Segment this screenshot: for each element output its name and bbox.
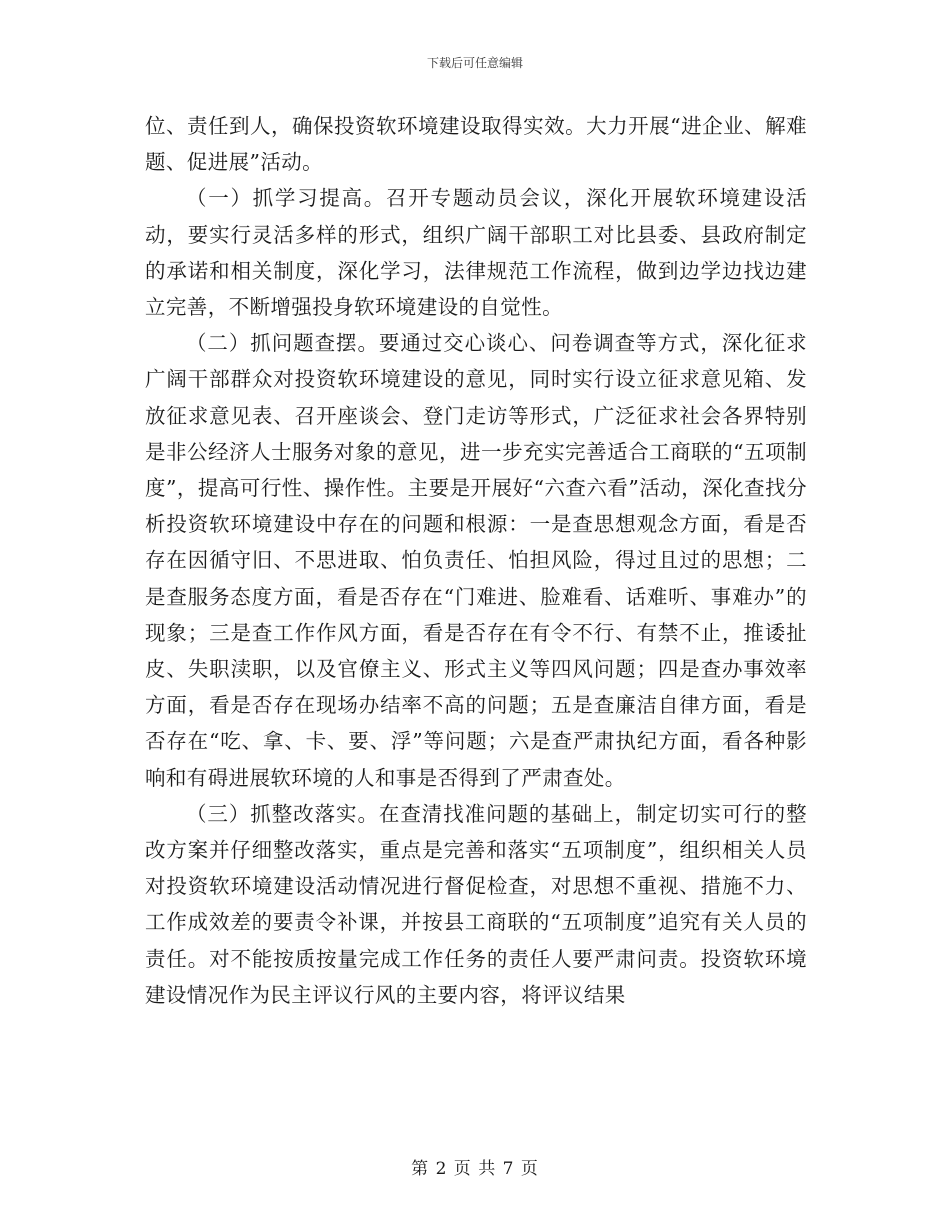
paragraph-problem-check: （二）抓问题查摆。要通过交心谈心、问卷调查等方式，深化征求广阔干部群众对投资软环境建设的意见，同时实行设立征求意见箱、发放征求意见表、召开座谈会、登门走访等形式，广泛征求社会各界特别是非公经济人士服务对象的意见，进一步充实完善适合工商联的“五项制度”，提高可行性、操作性。主要是开展好“六查六看”活动，深化查找分析投资软环境建设中存在的问题和根源：一是查思想观念方面，看是否存在因循守旧、不思进取、怕负责任、怕担风险，得过且过的思想；二是查服务态度方面，看是否存在“门难进、脸难看、话难听、事难办”的现象；三是查工作作风方面，看是否存在有令不行、有禁不止，推诿扯皮、失职渎职，以及官僚主义、形式主义等四风问题；四是查办事效率方面，看是否存在现场办结率不高的问题；五是查廉洁自律方面，看是否存在“吃、拿、卡、要、浮”等问题；六是查严肃执纪方面，看各种影响和有碍进展软环境的人和事是否得到了严肃查处。 bbox=[145, 331, 807, 790]
paragraph-study: （一）抓学习提高。召开专题动员会议，深化开展软环境建设活动，要实行灵活多样的形式，组织广阔干部职工对比县委、县政府制定的承诺和相关制度，深化学习，法律规范工作流程，做到边学边找边建立完善，不断增强投身软环境建设的自觉性。 bbox=[145, 186, 807, 320]
page-header: 下载后可任意编辑 bbox=[426, 56, 523, 70]
page-number-footer: 第 2 页 共 7 页 bbox=[411, 1159, 539, 1179]
paragraph-rectification: （三）抓整改落实。在查清找准问题的基础上，制定切实可行的整改方案并仔细整改落实，重点是完善和落实“五项制度”，组织相关人员对投资软环境建设活动情况进行督促检查，对思想不重视、措施不力、工作成效差的要责令补课，并按县工商联的“五项制度”追究有关人员的责任。对不能按质按量完成工作任务的责任人要严肃问责。投资软环境建设情况作为民主评议行风的主要内容，将评议结果 bbox=[145, 801, 807, 1007]
document-body bbox=[145, 108, 807, 1013]
paragraph-continuation: 位、责任到人，确保投资软环境建设取得实效。大力开展“进企业、解难题、促进展”活动。 bbox=[145, 114, 807, 175]
